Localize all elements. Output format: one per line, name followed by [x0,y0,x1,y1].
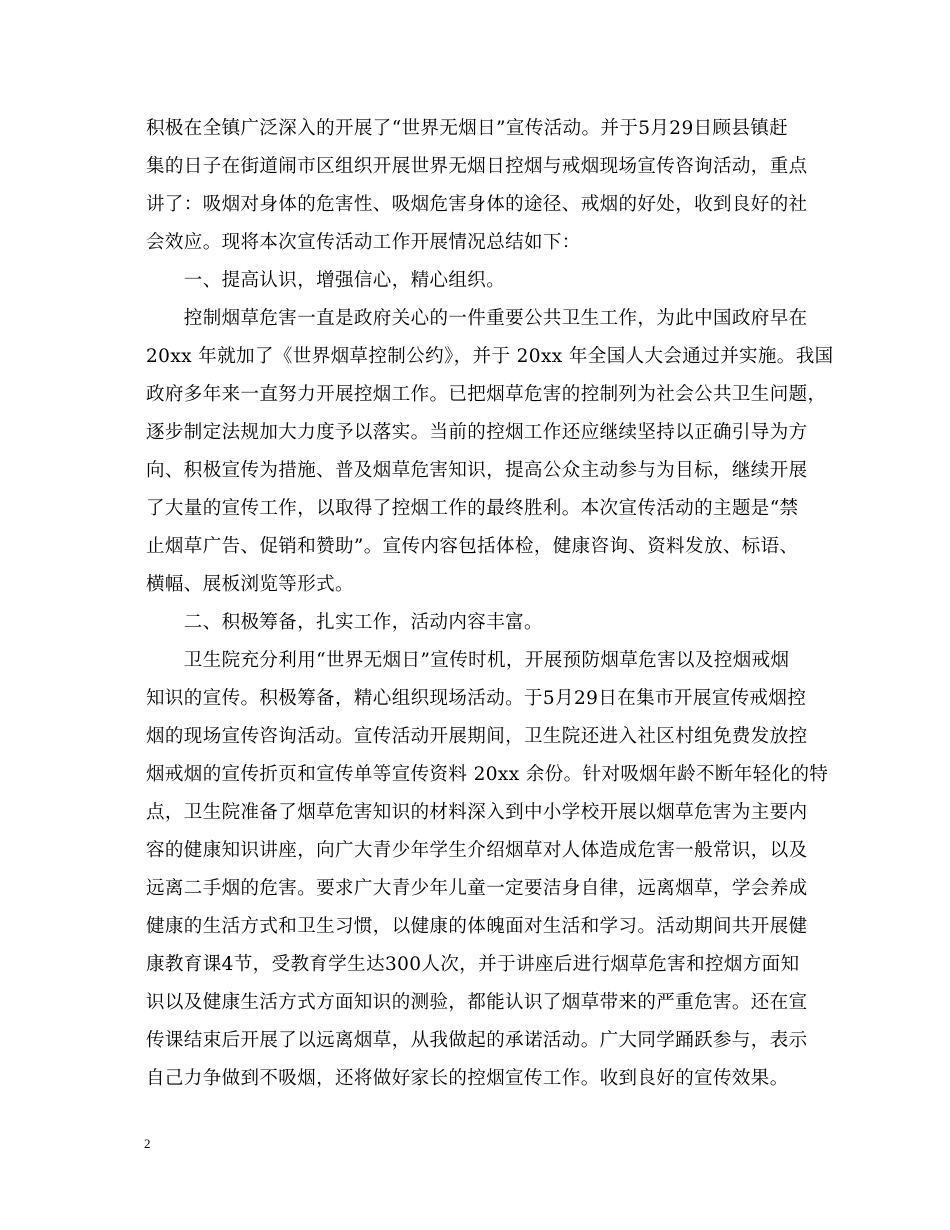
text-line: 传课结束后开展了以远离烟草，从我做起的承诺活动。广大同学踊跃参与，表示 [146,1030,808,1051]
text-line: 集的日子在街道闹市区组织开展世界无烟日控烟与戒烟现场宣传咨询活动，重点 [146,156,808,177]
text-line: 烟的现场宣传咨询活动。宣传活动开展期间，卫生院还进入社区村组免费发放控 [146,726,808,747]
text-line: 远离二手烟的危害。要求广大青少年儿童一定要洁身自律，远离烟草，学会养成 [146,878,808,899]
text-line: 容的健康知识讲座，向广大青少年学生介绍烟草对人体造成危害一般常识，以及 [146,840,808,861]
text-line: 健康的生活方式和卫生习惯，以健康的体魄面对生活和学习。活动期间共开展健 [146,916,808,937]
page-number: 2 [144,1136,151,1151]
text-line: 点，卫生院准备了烟草危害知识的材料深入到中小学校开展以烟草危害为主要内 [146,802,808,823]
text-line: 康教育课4节，受教育学生达300人次，并于讲座后进行烟草危害和控烟方面知 [146,954,800,975]
text-line: 卫生院充分利用“世界无烟日”宣传时机，开展预防烟草危害以及控烟戒烟 [146,650,790,671]
text-line: 识以及健康生活方式方面知识的测验，都能认识了烟草带来的严重危害。还在宣 [146,992,808,1013]
text-line: 自己力争做到不吸烟，还将做好家长的控烟宣传工作。收到良好的宣传效果。 [146,1068,789,1089]
text-line: 知识的宣传。积极筹备，精心组织现场活动。于5月29日在集市开展宣传戒烟控 [146,688,807,709]
text-line: 控制烟草危害一直是政府关心的一件重要公共卫生工作，为此中国政府早在 [146,308,808,329]
text-line: 烟戒烟的宣传折页和宣传单等宣传资料 20xx 余份。针对吸烟年龄不断年轻化的特 [146,764,829,785]
section-heading: 二、积极筹备，扎实工作，活动内容丰富。 [146,612,543,633]
text-line: 会效应。现将本次宣传活动工作开展情况总结如下： [146,232,581,253]
text-line: 止烟草广告、促销和赞助”。宣传内容包括体检，健康咨询、资料发放、标语、 [146,536,799,557]
text-line: 横幅、展板浏览等形式。 [146,574,354,595]
text-line: 20xx 年就加了《世界烟草控制公约》，并于 20xx 年全国人大会通过并实施。我国 [146,346,834,367]
text-line: 讲了：吸烟对身体的危害性、吸烟危害身体的途径、戒烟的好处，收到良好的社 [146,194,808,215]
text-line: 积极在全镇广泛深入的开展了“世界无烟日”宣传活动。并于5月29日顾县镇赶 [146,118,789,139]
text-line: 政府多年来一直努力开展控烟工作。已把烟草危害的控制列为社会公共卫生问题， [146,384,827,405]
text-line: 了大量的宣传工作，以取得了控烟工作的最终胜利。本次宣传活动的主题是“禁 [146,498,799,519]
text-line: 向、积极宣传为措施、普及烟草危害知识，提高公众主动参与为目标，继续开展 [146,460,808,481]
text-line: 逐步制定法规加大力度予以落实。当前的控烟工作还应继续坚持以正确引导为方 [146,422,808,443]
section-heading: 一、提高认识，增强信心，精心组织。 [146,270,506,291]
